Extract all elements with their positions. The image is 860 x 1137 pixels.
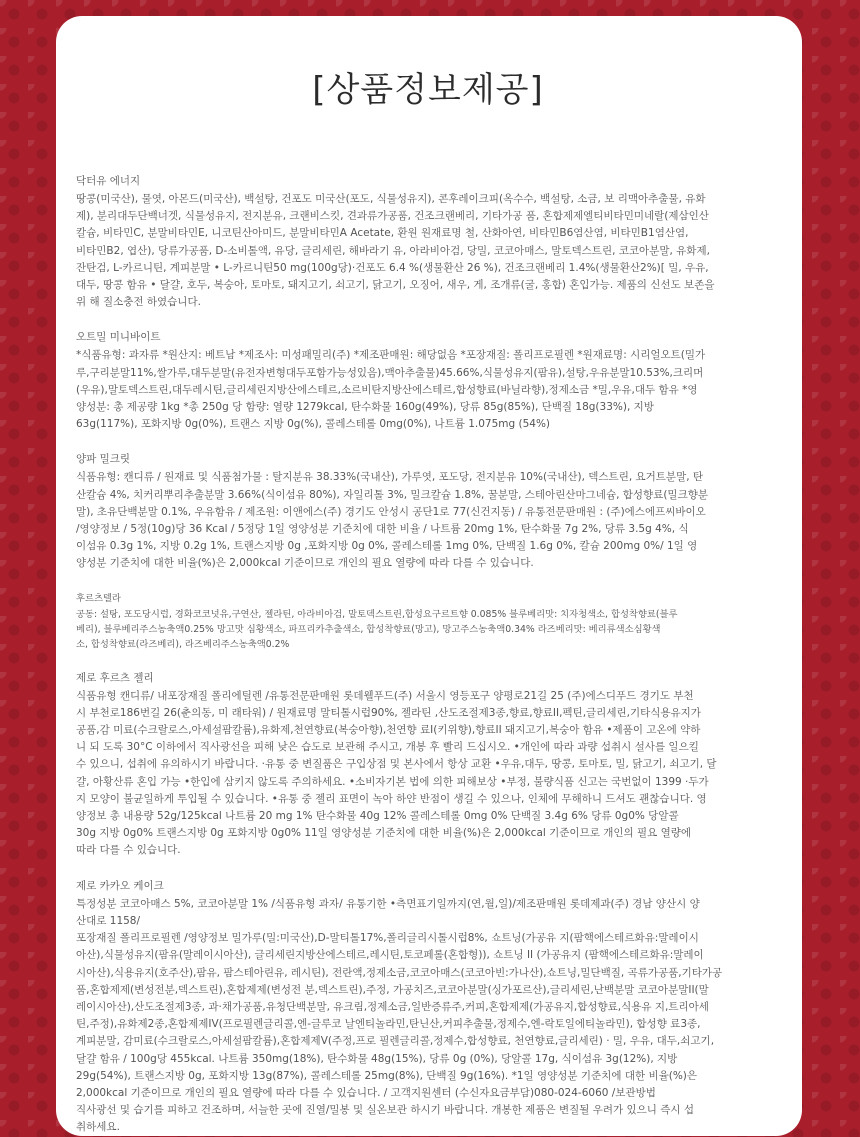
page-title: [상품정보제공] <box>312 70 544 110</box>
section-body: 공동: 설탕, 포도당시럽, 경화코코넛유,구연산, 젤라틴, 아라비아검, 말토덱스트린,합성요구르트향 0.085% 블루베리맛: 치자청색소, 합성착향료(블루 베리), 블루베리주스농축액0.25% 망고맛 심황색소, 파프리카추출색소, 합성착향료(망고), 망고주스농축액0.34% 라즈베리맛: 베리류색소심황색 소, 합성착향료(라즈베리), 라즈베리주스농축액0.2% <box>76 608 678 650</box>
section-title: 오트밀 미니바이트 <box>76 331 161 344</box>
section-title: 닥터유 에너지 <box>76 175 141 187</box>
section-dr-u-energy <box>76 173 780 311</box>
section-body: 식품유형: 캔디류 / 원재료 및 식품첨가물 : 탈지분유 38.33%(국내산), 가루엿, 포도당, 전지분유 10%(국내산), 덱스트린, 요거트분말, 탄 산칼슘 4%, 치커리뿌리추출분말 3.66%(식이섬유 80%), 자일리톨 3%, 밀크칼슘 1.8%, 꿀분말, 스테아린산마그네슘, 합성향료(밀크향분 말), 초유단백분말 0.1%, 우유함유 / 제조원: 이앤에스(주) 경기도 안성시 공단1로 77(신건지동) / 유통전문판매원 : (주)에스에프씨바이오 /영양정보 / 5정(10g)당 36 Kcal / 5정당 1일 영양성분 기준치에 대한 비율 / 나트륨 20mg 1%, 탄수화물 7g 2%, 당류 3.5g 4%, 식 이섬유 0.3g 1%, 지방 0.2g 1%, 트랜스지방 0g ,포화지방 0g 0%, 콜레스테롤 1mg 0%, 단백질 1.6g 0%, 칼슘 200mg 0%/ 1일 영 양성분 기준치에 대한 비율(%)은 2,000kcal 기준이므로 개인의 필요 열량에 따라 다를 수 있습니다. <box>76 471 709 570</box>
section-body: *식품유형: 과자류 *원산지: 베트남 *제조사: 미성패밀리(주) *제조판매원: 해당없음 *포장재질: 폴리프로필렌 *원재료명: 시리얼오트(밀가 루,구리분말11%,쌀가루,대두분말(유전자변형대두포함가능성있음),맥아추출물)45.66%,식물성유지(팜유),설탕,우유분말10.53%,크리머 (우유),말토덱스트린,대두레시틴,글리세린지방산에스테르,소르비탄지방산에스테르,합성향료(바닐라향),정제소금 *밀,우유,대두 함유 *영 양성분: 총 제공량 1kg *총 250g 당 함량: 열량 1279kcal, 탄수화물 160g(49%), 당류 85g(85%), 단백질 18g(33%), 지방 63g(117%), 포화지방 0g(0%), 트랜스 지방 0g(%), 콜레스테롤 0mg(0%), 나트륨 1.075mg (54%) <box>76 349 706 431</box>
section-zero-cacao-cake <box>76 878 780 1137</box>
section-title: 양파 밀크릿 <box>76 453 131 466</box>
section-title: 후르츠텔라 <box>76 592 121 604</box>
section-fruitstella <box>76 591 780 652</box>
section-title: 제로 카카오 케이크 <box>76 879 164 892</box>
section-oatmeal-mini-bite <box>76 329 780 433</box>
section-body: 땅콩(미국산), 물엿, 아몬드(미국산), 백설탕, 건포도 미국산(포도, 식물성유지), 콘후레이크피(옥수수, 백설탕, 소금, 보 리맥아추출물, 유화 제), 분리대두단백너겟, 식물성유지, 전지분유, 크랜비스킷, 견과류가공품, 건조크랜베리, 기타가공 품, 혼합제제엘티비타민미네랄(제삼인산 칼슘, 비타민C, 분말비타민E, 니코틴산아미드, 분말비타민A Acetate, 환원 원재료명 철, 산화아연, 비타민B6염산염, 비타민B1염산염, 비타민B2, 엽산), 당류가공품, D-소비톨액, 유당, 글리세린, 해바라기 유, 아라비아검, 당밀, 코코아매스, 말토덱스트린, 코코아분말, 유화제, 잔탄검, L-카르니틴, 계피분말 • L-카르니틴50 mg(100g당)·건포도 6.4 %(생물환산 26 %), 건조크랜베리 1.4%(생물환산2%)[ 밀, 우유, 대두, 땅콩 함유 • 달걀, 호두, 복숭아, 토마토, 돼지고기, 쇠고기, 닭고기, 오징어, 새우, 게, 조개류(굴, 홍합) 혼입가능. 제품의 신선도 보존을 위 해 질소충전 하였습니다. <box>76 193 715 309</box>
section-milkrit <box>76 451 780 572</box>
section-body: 특정성분 코코아매스 5%, 코코아분말 1% /식품유형 과자/ 유통기한 •측면표기일까지(연,월,일)/제조판매원 롯데제과(주) 경남 양산시 양 산대로 1158/ 포장재질 폴리프로필렌 /영양정보 밀가루(밀:미국산),D-말티톨17%,폴리글리시톨시럽8%, 쇼트닝(가공유 지(팜핵에스테르화유:말레이시 아산),식물성유지(팜유(말레이시아산), 글리세린지방산에스테르,레시틴,토코페롤(혼합형)), 쇼트닝 II (가공유지 (팜핵에스테르화유:말레이 시아산),식용유지(호주산),팜유, 팜스테아린유, 레시틴), 전란액,정제소금,코코아매스(코코아빈:가나산),쇼트닝,밀단백질, 곡류가공품,기타가공 품,혼합제제(변성전분,덱스트린),혼합제제(변성전 분,덱스트린),주정, 가공치즈,코코아분말(싱가포르산),글리세린,난백분말 코코아분말II(말 레이시아산),산도조절제3종, 과·채가공품,유청단백분말, 유크림,정제소금,일반증류주,커피,혼합제제(가공유지,합성향료,식용유 지,트리아세 틴,주정),유화제2종,혼합제제IV(프로필렌글리콜,엔-글루코 날엔티놀라민,탄닌산,커피추출물,정제수,엔-락토일에티놀라민), 합성향 료3종, 계피분말, 감미료(수크랄로스,아세설팜칼륨),혼합제제V(주정,프로 필렌글리콜,정제수,합성향료, 천연향료,글리세린) · 밀, 우유, 대두,쇠고기, 달걀 함유 / 100g당 455kcal. 나트륨 350mg(18%), 탄수화물 48g(15%), 당류 0g (0%), 당알콜 17g, 식이섬유 3g(12%), 지방 29g(54%), 트랜스지방 0g, 포화지방 13g(87%), 콜레스테롤 25mg(8%), 단백질 9g(16%). *1일 영양성분 기준치에 대한 비율(%)은 2,000kcal 기준이므로 개인의 필요 열량에 따라 다를 수 있습니다. / 고객지원센터 (수신자요금부담)080-024-6060 /보관방법 직사광선 및 습기를 피하고 건조하며, 서늘한 곳에 진열/밀봉 및 실온보관 하시기 바랍니다. 개봉한 제품은 변질될 우려가 있으니 즉시 섭 취하세요. <box>76 897 723 1134</box>
section-body: 식품유형 캔디류/ 내포장재질 폴리에틸렌 /유통전문판매원 롯데웰푸드(주) 서울시 영등포구 양평로21길 25 (주)에스디푸드 경기도 부천 시 부천로186번길 26(춘의동, 미 래타워) / 원재료명 말티톨시럽90%, 젤라틴 ,산도조절제3종,향료,향료II,펙틴,글리세린,기타식용유지가 공품,감 미료(수크랄로스,아세설팜칼륨),유화제,천연향료(복숭아향),천연향 료I(키위향),향료II 돼지고기,복숭아 함유 •제품이 고온에 약하 니 되 도록 30°C 이하에서 직사광선을 피해 낮은 습도로 보관해 주시고, 개봉 후 빨리 드십시오. •개인에 따라 과량 섭취시 설사를 일으킬 수 있으니, 섭취에 유의하시기 바랍니다. ·유통 중 변질품은 구입상점 및 본사에서 항상 교환 •우유,대두, 땅콩, 토마토, 밀, 닭고기, 쇠고기, 달 걀, 아황산류 혼입 가능 •한입에 삼키지 않도록 주의하세요. •소비자기본 법에 의한 피해보상 •부정, 불량식품 신고는 국번없이 1399 ·두가 지 모양이 불균일하게 투입될 수 있습니다. •유통 중 젤리 표면이 녹아 하얀 반점이 생길 수 있으나, 인체에 무해하니 드셔도 괜찮습니다. 영 양정보 총 내용량 52g/125kcal 나트륨 20 mg 1% 탄수화물 40g 12% 콜레스테롤 0mg 0% 단백질 3.4g 6% 당류 0g0% 당알콜 30g 지방 0g0% 트랜스지방 0g 포화지방 0g0% 11일 영양성분 기준치에 대한 비율(%)은 2,000kcal 기준이므로 개인의 필요 열량에 따라 다를 수 있습니다. <box>76 689 717 857</box>
section-title: 제로 후르츠 젤리 <box>76 671 154 684</box>
section-zero-fruits-jelly <box>76 670 780 860</box>
product-info-card <box>56 16 802 1136</box>
